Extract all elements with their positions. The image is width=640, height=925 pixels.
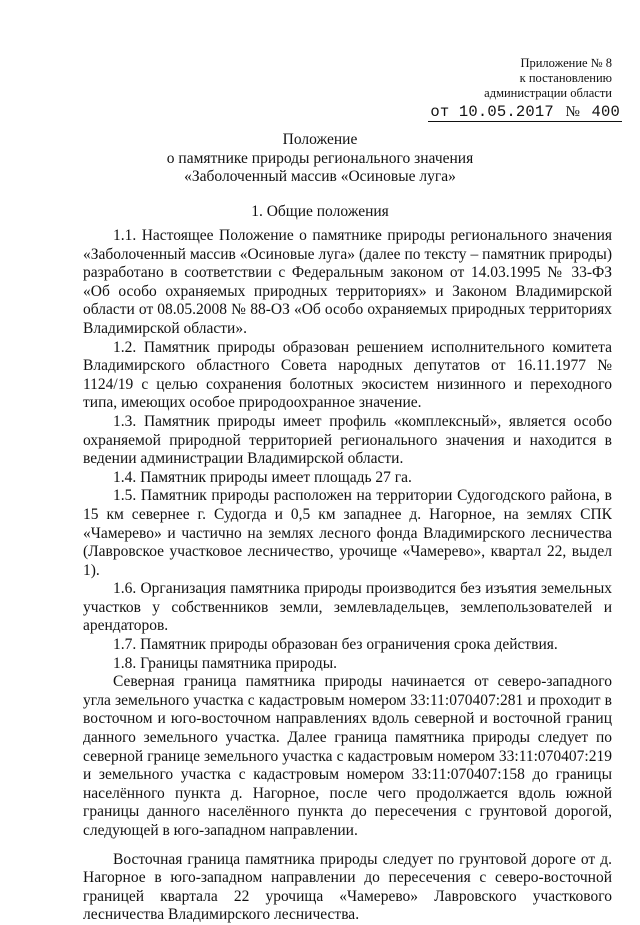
title-line-2: о памятнике природы регионального значения (166, 149, 474, 167)
decree-number: 400 (591, 103, 620, 121)
paragraph-1-6: 1.6. Организация памятника природы производится без изъятия земельных участков у собственников земли, землевладельцев, землепользователей и арендаторов. (83, 580, 612, 635)
number-sign: № (565, 104, 580, 120)
date-prefix: от (430, 103, 450, 121)
paragraph-1-1: 1.1. Настоящее Положение о памятнике природы регионального значения «Заболоченный массив «Осиновые луга» (далее по тексту – памятник природы) разработано в соответствии с Федеральным законом от 14.03.1995 № 33-ФЗ «Об особо охраняемых природных территориях» и Законом Владимирской области от 08.05.2008 № 88-ОЗ «Об особо охраняемых природных территориях Владимирской области». (83, 227, 612, 337)
annex-date-number (428, 105, 622, 122)
paragraph-1-4: 1.4. Памятник природы имеет площадь 27 га. (113, 468, 412, 486)
paragraph-1-5: 1.5. Памятник природы расположен на территории Судогодского района, в 15 км севернее г. Судогда и 0,5 км западнее д. Нагорное, на землях СПК «Чамерево» и частично на землях лесного фонда Владимирского лесничества (Лавровское участковое лесничество, урочище «Чамерево», квартал 22, выдел 1). (83, 487, 612, 579)
annex-reference: к постановлению (519, 71, 612, 85)
paragraph-1-7: 1.7. Памятник природы образован без ограничения срока действия. (113, 636, 558, 654)
annex-header (402, 56, 620, 122)
paragraph-north-border: Северная граница памятника природы начинается от северо-западного угла земельного участка с кадастровым номером 33:11:070407:281 и проходит в восточном и юго-восточном направлениях вдоль северной и восточной границ данного земельного участка. Далее граница памятника природы следует по северной границе земельного участка с кадастровым номером 33:11:070407:219 и земельного участка с кадастровым номером 33:11:070407:158 до границы населённого пункта д. Нагорное, после чего продолжается вдоль южной границы данного населённого пункта до пересечения с грунтовой дорогой, следующей в юго-западном направлении. (83, 673, 612, 839)
title-line-1: Положение (282, 131, 358, 148)
paragraph-1-3: 1.3. Памятник природы имеет профиль «комплексный», является особо охраняемой природной территорией регионального значения и находится в ведении администрации Владимирской области. (83, 412, 612, 468)
annex-authority: администрации области (484, 86, 612, 100)
paragraph-1-8: 1.8. Границы памятника природы. (113, 654, 338, 672)
section-body (83, 227, 612, 925)
decree-date: 10.05.2017 (458, 103, 554, 121)
paragraph-east-border: Восточная граница памятника природы следует по грунтовой дороге от д. Нагорное в юго-западном направлении до пересечения с северо-восточной границей квартала 22 урочища «Чамерево» Лавровского участкового лесничества Владимирского лесничества. (83, 850, 612, 924)
annex-number: Приложение № 8 (520, 56, 612, 70)
title-line-3: «Заболоченный массив «Осиновые луга» (184, 168, 456, 185)
document-title (0, 131, 640, 187)
section-heading: 1. Общие положения (251, 203, 389, 220)
paragraph-1-2: 1.2. Памятник природы образован решением исполнительного комитета Владимирского областного Совета народных депутатов от 16.11.1977 № 1124/19 с целью сохранения болотных экосистем низинного и переходного типа, имеющих особое природоохранное значение. (83, 338, 612, 412)
